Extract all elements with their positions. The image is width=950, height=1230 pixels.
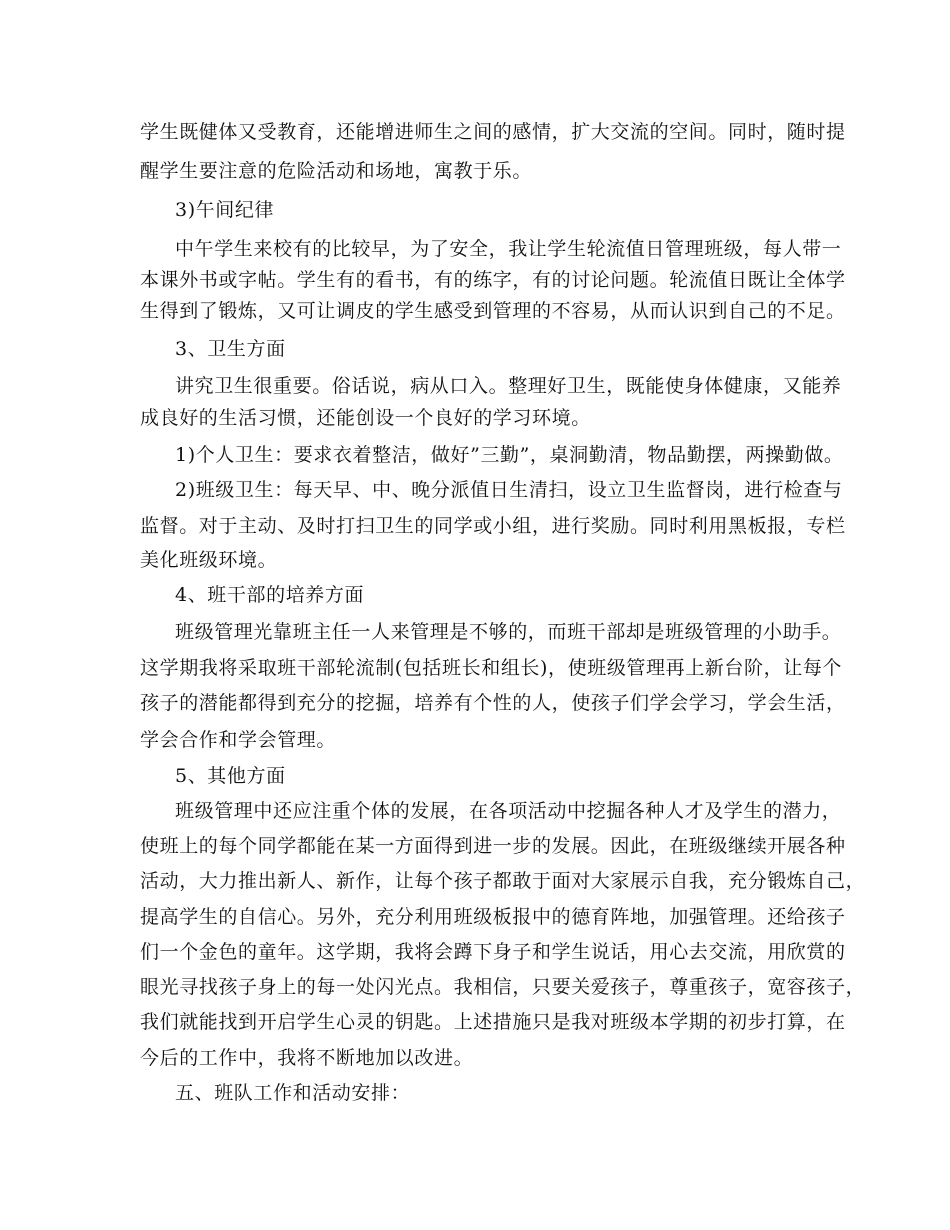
text-line: 学生既健体又受教育，还能增进师生之间的感情，扩大交流的空间。同时，随时提 [140, 121, 846, 143]
text-line: 使班上的每个同学都能在某一方面得到进一步的发展。因此，在班级继续开展各种 [140, 835, 846, 857]
text-line: 我们就能找到开启学生心灵的钥匙。上述措施只是我对班级本学期的初步打算，在 [140, 1011, 846, 1033]
text-line: 学会合作和学会管理。 [140, 729, 337, 751]
section-heading: 5、其他方面 [175, 765, 286, 787]
section-heading: 五、班队工作和活动安排： [175, 1082, 411, 1104]
text-line: 提高学生的自信心。另外，充分利用班级板报中的德育阵地，加强管理。还给孩子 [140, 906, 846, 928]
text-line: 孩子的潜能都得到充分的挖掘，培养有个性的人，使孩子们学会学习，学会生活， [140, 692, 846, 714]
text-line: 们一个金色的童年。这学期，我将会蹲下身子和学生说话，用心去交流，用欣赏的 [140, 941, 846, 963]
text-line: 监督。对于主动、及时打扫卫生的同学或小组，进行奖励。同时利用黑板报，专栏 [140, 515, 846, 537]
text-line: 美化班级环境。 [140, 549, 278, 571]
text-line: 1)个人卫生：要求衣着整洁，做好”三勤”，桌洞勤清，物品勤摆，两操勤做。 [175, 444, 844, 466]
text-line: 班级管理光靠班主任一人来管理是不够的，而班干部却是班级管理的小助手。 [175, 621, 842, 643]
text-line: 活动，大力推出新人、新作，让每个孩子都敢于面对大家展示自我，充分锻炼自己， [140, 870, 866, 892]
section-heading: 3)午间纪律 [175, 199, 275, 221]
text-line: 中午学生来校有的比较早，为了安全，我让学生轮流值日管理班级，每人带一 [175, 238, 842, 260]
text-line: 本课外书或字帖。学生有的看书，有的练字，有的讨论问题。轮流值日既让全体学 [140, 269, 846, 291]
text-line: 讲究卫生很重要。俗话说，病从口入。整理好卫生，既能使身体健康，又能养 [175, 375, 842, 397]
text-line: 眼光寻找孩子身上的每一处闪光点。我相信，只要关爱孩子，尊重孩子，宽容孩子， [140, 976, 866, 998]
text-line: 2)班级卫生：每天早、中、晚分派值日生清扫，设立卫生监督岗，进行检查与 [175, 479, 843, 501]
text-line: 今后的工作中，我将不断地加以改进。 [140, 1047, 474, 1069]
text-line: 醒学生要注意的危险活动和场地，寓教于乐。 [140, 160, 533, 182]
text-line: 这学期我将采取班干部轮流制(包括班长和组长)，使班级管理再上新台阶，让每个 [140, 657, 843, 679]
text-line: 班级管理中还应注重个体的发展，在各项活动中挖掘各种人才及学生的潜力， [175, 800, 842, 822]
text-line: 成良好的生活习惯，还能创设一个良好的学习环境。 [140, 407, 591, 429]
text-line: 生得到了锻炼，又可让调皮的学生感受到管理的不容易，从而认识到自己的不足。 [140, 300, 846, 322]
section-heading: 3、卫生方面 [175, 338, 286, 360]
section-heading: 4、班干部的培养方面 [175, 584, 365, 606]
